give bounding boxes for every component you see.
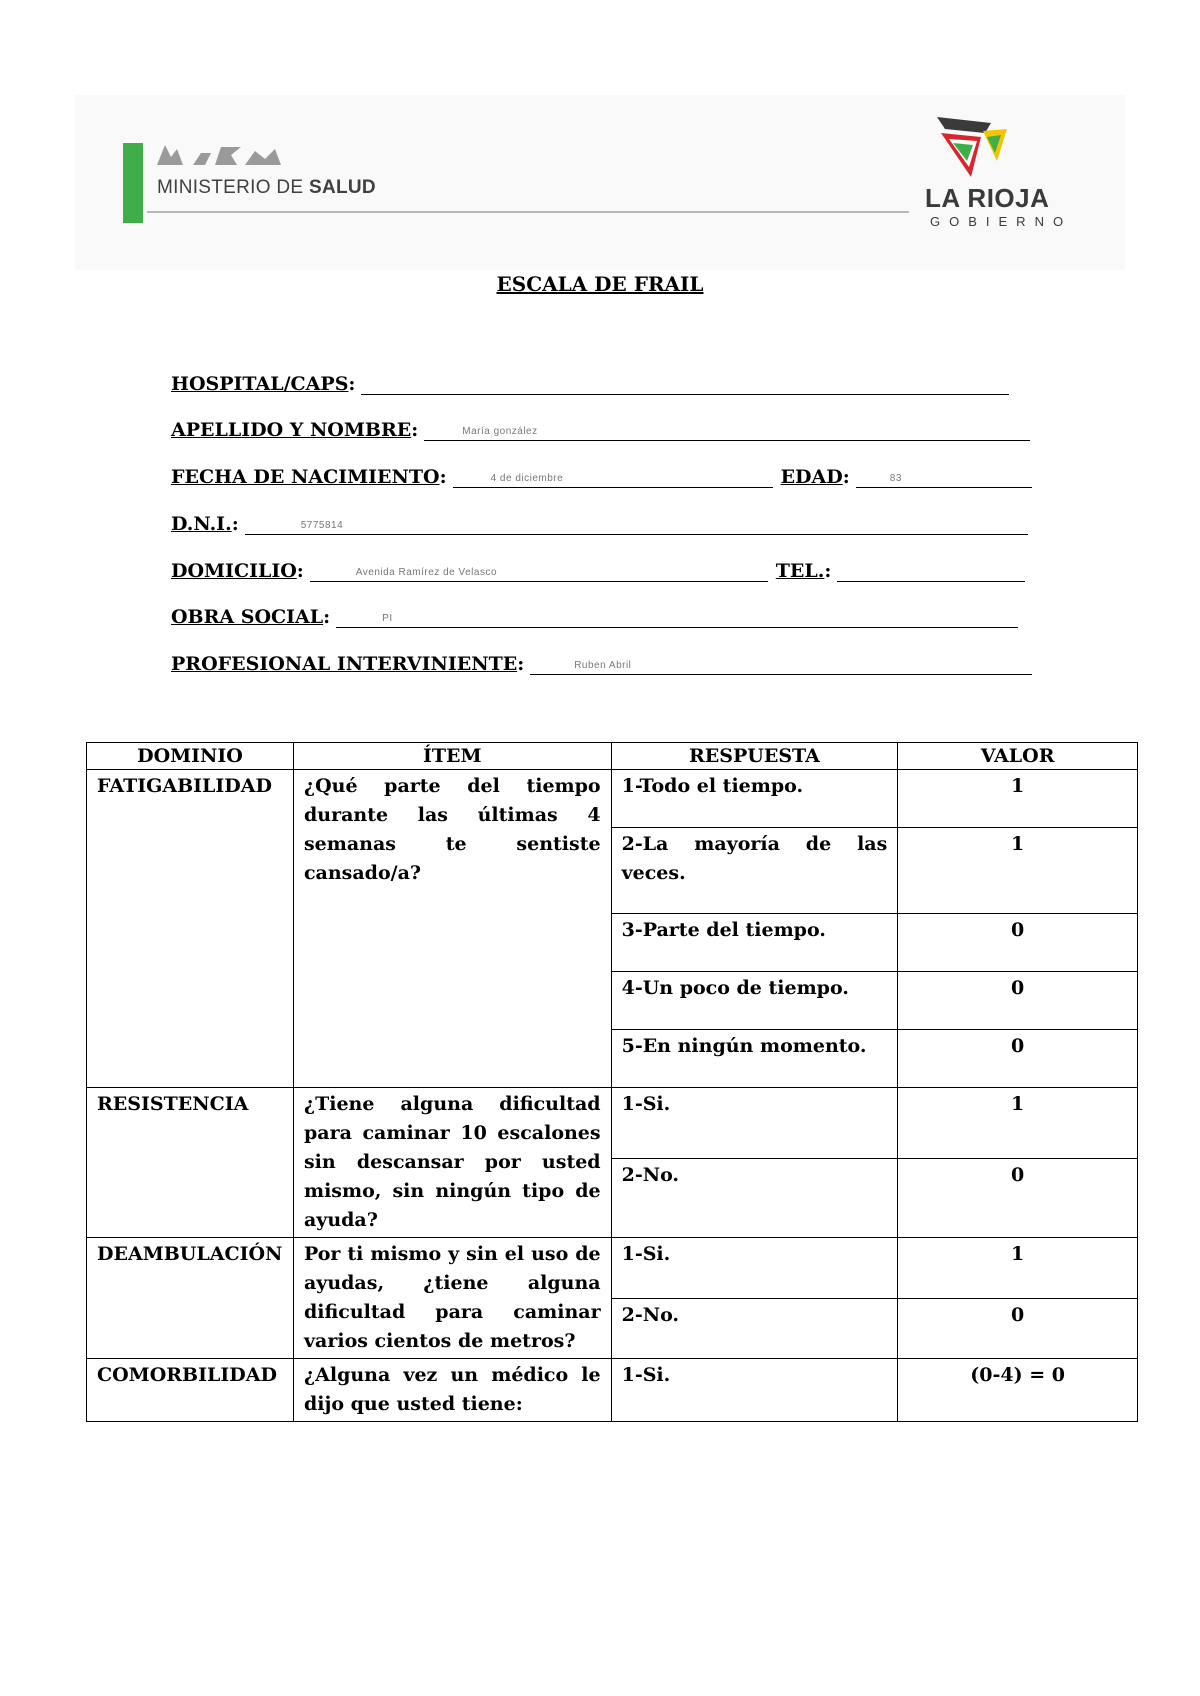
value-cell: 0 [898,914,1138,972]
answer-cell[interactable]: 1-Si. [611,1088,898,1159]
ministry-green-bar [123,143,143,223]
answer-cell[interactable]: 2-La mayoría de las veces. [611,828,898,914]
field-profesional: PROFESIONAL INTERVINIENTE : Ruben Abril [171,647,1032,675]
table-row [87,1359,1138,1422]
field-dni: D.N.I. : 5775814 [171,507,1028,535]
field-value: 4 de diciembre [490,473,564,484]
value-cell: 1 [898,828,1138,914]
column-header-item: ÍTEM [293,743,611,770]
field-hospital: HOSPITAL/CAPS : [171,367,1009,395]
answer-cell[interactable]: 4-Un poco de tiempo. [611,972,898,1030]
ministry-strong: SALUD [309,177,376,198]
value-cell: (0-4) = 0 [898,1359,1138,1422]
nombre-input[interactable] [424,418,1030,441]
field-label: HOSPITAL/CAPS [171,373,349,395]
field-value: 83 [889,473,902,484]
dni-input[interactable] [245,512,1028,535]
value-cell: 1 [898,770,1138,828]
government-subtitle: GOBIERNO [930,214,1073,229]
ministry-prefix: MINISTERIO DE [157,177,309,198]
field-fecha-nacimiento: FECHA DE NACIMIENTO : 4 de diciembre EDAD : 83 [171,460,1032,488]
field-value: 5775814 [300,520,344,531]
item-cell: ¿Qué parte del tiempo durante las últimas 4 semanas te sentiste cansado/a? [293,770,611,1088]
answer-cell[interactable]: 2-No. [611,1298,898,1359]
domicilio-input[interactable] [310,559,768,582]
value-cell: 1 [898,1088,1138,1159]
edad-input[interactable] [856,465,1032,488]
value-cell: 0 [898,1159,1138,1238]
answer-cell[interactable]: 1-Si. [611,1359,898,1422]
field-value: María gonzález [462,426,538,437]
item-cell: ¿Tiene alguna dificultad para caminar 10 escalones sin descansar por usted mismo, sin ningún tipo de ayuda? [293,1088,611,1238]
profesional-input[interactable] [530,652,1032,675]
field-label: TEL. [775,560,825,582]
field-value: PI [382,613,393,624]
column-header-valor: VALOR [898,743,1138,770]
hospital-input[interactable] [361,372,1009,395]
field-label: PROFESIONAL INTERVINIENTE [171,653,518,675]
header-rule [147,211,909,213]
la-rioja-wordmark-icon [157,143,287,165]
field-apellido-nombre: APELLIDO Y NOMBRE : María gonzález [171,413,1030,441]
value-cell: 0 [898,972,1138,1030]
frail-scale-table [86,742,1138,1422]
table-header-row [87,743,1138,770]
value-cell: 1 [898,1238,1138,1299]
value-cell: 0 [898,1298,1138,1359]
item-cell: ¿Alguna vez un médico le dijo que usted tiene: [293,1359,611,1422]
field-label: APELLIDO Y NOMBRE [171,419,412,441]
field-label: DOMICILIO [171,560,297,582]
field-label: EDAD [780,466,843,488]
answer-cell[interactable]: 5-En ningún momento. [611,1030,898,1088]
table-row [87,770,1138,828]
field-obra-social: OBRA SOCIAL : PI [171,600,1018,628]
field-label: OBRA SOCIAL [171,606,324,628]
value-cell: 0 [898,1030,1138,1088]
item-cell: Por ti mismo y sin el uso de ayudas, ¿tiene alguna dificultad para caminar varios cientos de metros? [293,1238,611,1359]
answer-cell[interactable]: 1-Si. [611,1238,898,1299]
answer-cell[interactable]: 3-Parte del tiempo. [611,914,898,972]
obra-social-input[interactable] [336,605,1018,628]
ministry-name [157,177,376,199]
field-value: Ruben Abril [574,660,632,671]
column-header-respuesta: RESPUESTA [611,743,898,770]
domain-cell: RESISTENCIA [87,1088,294,1238]
table-row [87,1238,1138,1299]
answer-cell[interactable]: 1-Todo el tiempo. [611,770,898,828]
column-header-dominio: DOMINIO [87,743,294,770]
field-value: Avenida Ramírez de Velasco [355,567,498,578]
document-title: ESCALA DE FRAIL [496,272,704,296]
tel-input[interactable] [837,559,1025,582]
government-name: LA RIOJA [925,183,1050,213]
domain-cell: DEAMBULACIÓN [87,1238,294,1359]
field-domicilio: DOMICILIO : Avenida Ramírez de Velasco TEL. : [171,554,1025,582]
domain-cell: COMORBILIDAD [87,1359,294,1422]
letterhead [75,95,1125,270]
answer-cell[interactable]: 2-No. [611,1159,898,1238]
table-row [87,1088,1138,1159]
field-label: D.N.I. [171,513,232,535]
domain-cell: FATIGABILIDAD [87,770,294,1088]
field-label: FECHA DE NACIMIENTO [171,466,440,488]
nacimiento-input[interactable] [453,465,773,488]
